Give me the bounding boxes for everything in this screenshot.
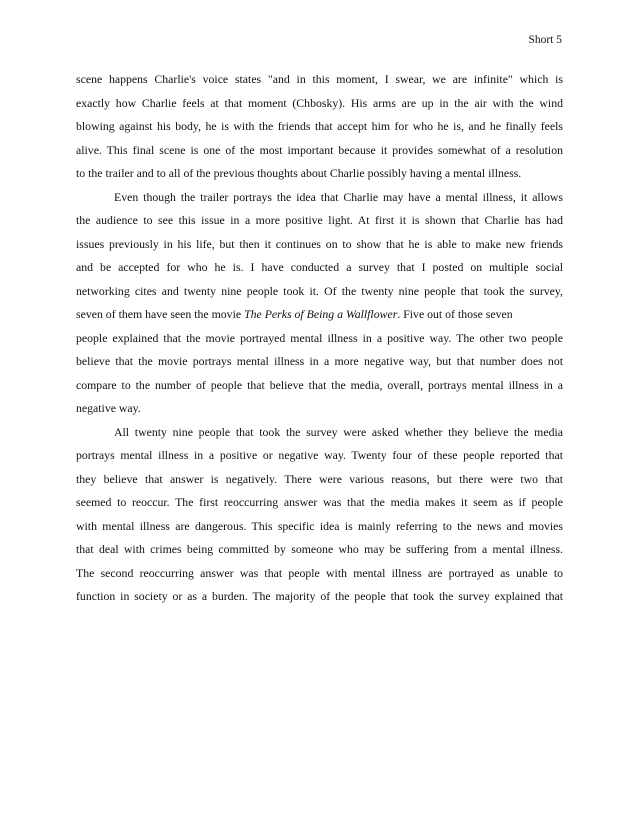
running-head: Short 5: [528, 34, 562, 46]
body-text: [76, 68, 563, 609]
text-line: that deal with crimes being committed by someone who may be suffering from a mental illness.: [76, 542, 563, 556]
text-line: issues previously in his life, but then it continues on to show that he is able to make new friends: [76, 236, 563, 251]
text-line: The second reoccurring answer was that people with mental illness are portrayed as unable to: [76, 565, 563, 580]
text-line: and be accepted for who he is. I have conducted a survey that I posted on multiple social: [76, 260, 563, 274]
text-line: blowing against his body, he is with the friends that accept him for who he is, and he finally feels: [76, 119, 563, 133]
text-line: people explained that the movie portrayed mental illness in a positive way. The other two people: [76, 330, 563, 345]
text-line: with mental illness are dangerous. This specific idea is mainly referring to the news and movies: [76, 518, 563, 533]
text-line: portrays mental illness in a positive or negative way. Twenty four of these people reported that: [76, 448, 563, 462]
text-line: seemed to reoccur. The first reoccurring answer was that the media makes it seem as if people: [76, 495, 563, 509]
text-line: alive. This final scene is one of the most important because it provides somewhat of a resolution: [76, 142, 563, 157]
text-line: to the trailer and to all of the previous thoughts about Charlie possibly having a mental illness.: [76, 166, 522, 180]
text-line: the audience to see this issue in a more positive light. At first it is shown that Charlie has had: [76, 213, 563, 227]
text-line: negative way.: [76, 401, 141, 415]
text-line: scene happens Charlie's voice states "and in this moment, I swear, we are infinite" which is: [76, 72, 563, 86]
text-line: networking cites and twenty nine people took it. Of the twenty nine people that took the survey,: [76, 283, 563, 298]
paragraph-start-line: All twenty nine people that took the survey were asked whether they believe the media: [114, 424, 563, 439]
text-line: they believe that answer is negatively. There were various reasons, but there were two that: [76, 471, 563, 486]
text-segment: . Five out of those seven: [397, 307, 513, 321]
movie-title: The Perks of Being a Wallflower: [244, 307, 398, 321]
text-line: exactly how Charlie feels at that moment (Chbosky). His arms are up in the air with the wind: [76, 95, 563, 110]
text-segment: seven of them have seen the movie: [76, 307, 245, 321]
text-line-with-title: [76, 303, 563, 327]
paragraph-start-line: Even though the trailer portrays the idea that Charlie may have a mental illness, it allows: [114, 189, 563, 204]
text-line: function in society or as a burden. The majority of the people that took the survey explained that: [76, 589, 563, 603]
text-line: compare to the number of people that believe that the media, overall, portrays mental illness in a: [76, 377, 563, 392]
text-line: believe that the movie portrays mental illness in a more negative way, but that number does not: [76, 354, 563, 368]
